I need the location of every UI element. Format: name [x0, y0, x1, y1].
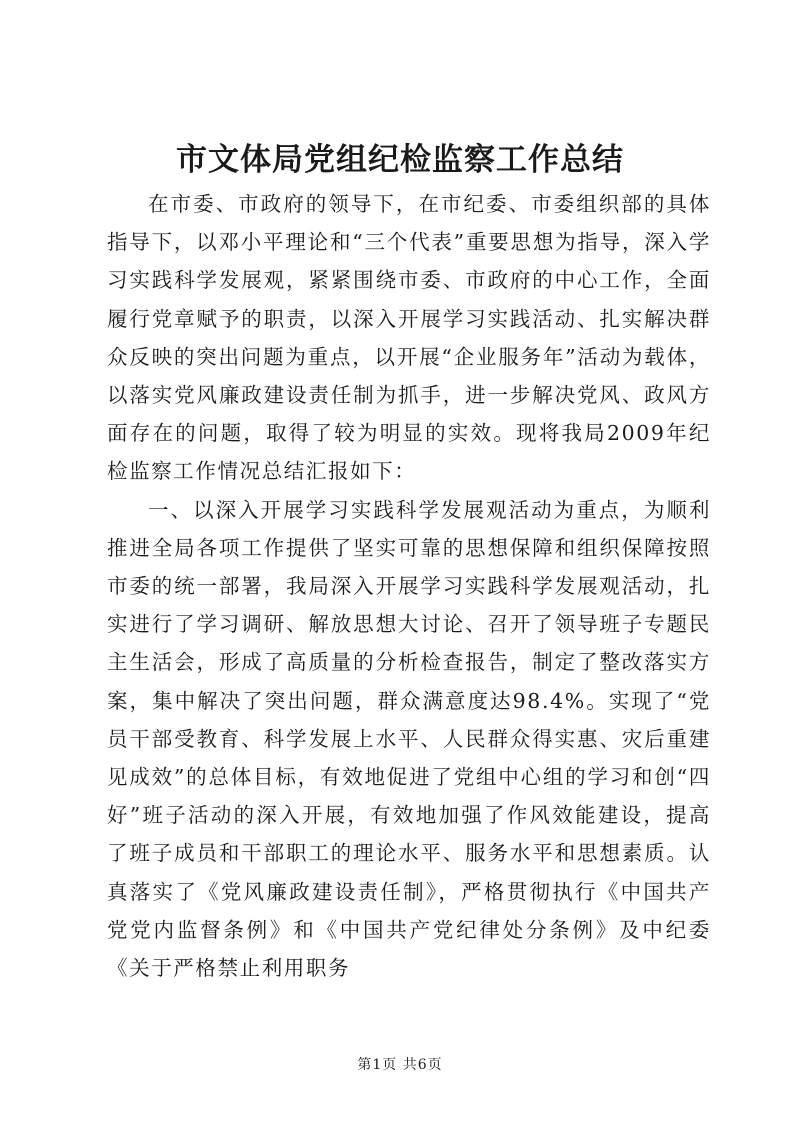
page-number-footer: 第1页 共6页 [357, 1057, 443, 1073]
document-body [107, 185, 711, 987]
document-title: 市文体局党组纪检监察工作总结 [176, 142, 624, 178]
body-paragraph-intro: 在市委、市政府的领导下，在市纪委、市委组织部的具体指导下，以邓小平理论和“三个代表”重要思想为指导，深入学习实践科学发展观，紧紧围绕市委、市政府的中心工作，全面履行党章赋予的职责，以深入开展学习实践活动、扎实解决群众反映的突出问题为重点，以开展“企业服务年”活动为载体，以落实党风廉政建设责任制为抓手，进一步解决党风、政风方面存在的问题，取得了较为明显的实效。现将我局2009年纪检监察工作情况总结汇报如下： [107, 192, 711, 484]
body-paragraph-section-one: 一、以深入开展学习实践科学发展观活动为重点，为顺利推进全局各项工作提供了坚实可靠的思想保障和组织保障按照市委的统一部署，我局深入开展学习实践科学发展观活动，扎实进行了学习调研、解放思想大讨论、召开了领导班子专题民主生活会，形成了高质量的分析检查报告，制定了整改落实方案，集中解决了突出问题，群众满意度达98.4%。实现了“党员干部受教育、科学发展上水平、人民群众得实惠、灾后重建见成效”的总体目标，有效地促进了党组中心组的学习和创“四好”班子活动的深入开展，有效地加强了作风效能建设，提高了班子成员和干部职工的理论水平、服务水平和思想素质。认真落实了《党风廉政建设责任制》，严格贯彻执行《中国共产党党内监督条例》和《中国共产党纪律处分条例》及中纪委《关于严格禁止利用职务 [107, 497, 711, 981]
